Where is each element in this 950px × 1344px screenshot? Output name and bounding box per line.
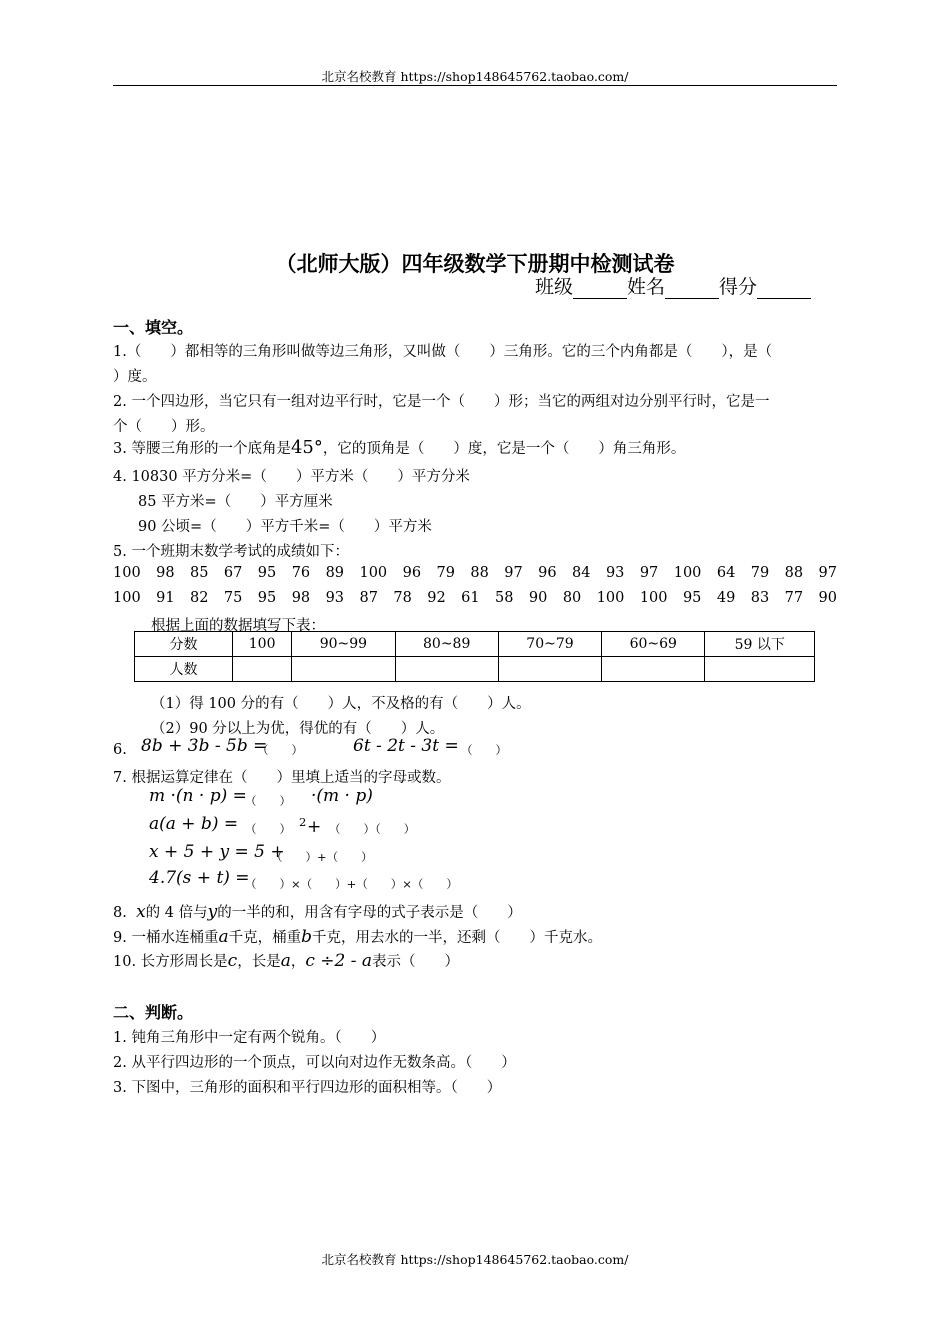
- q3-post: ，它的顶角是（ ）度，它是一个（ ）角三角形。: [322, 441, 686, 457]
- q7-line-3-lhs: x + 5 + y = 5 +: [149, 842, 285, 862]
- table-answer-cell[interactable]: [498, 657, 601, 682]
- table-header-cell: 100: [233, 632, 292, 657]
- score-label: 得分: [719, 276, 758, 298]
- score-value: 96: [402, 565, 422, 581]
- q7-line-1-rhs: ·(m · p): [311, 786, 373, 806]
- score-value: 75: [223, 590, 243, 606]
- table-answer-cell[interactable]: [705, 657, 815, 682]
- class-blank[interactable]: [573, 280, 627, 299]
- q7-line-2-lhs: a(a + b) =: [149, 814, 239, 834]
- score-value: 95: [257, 590, 277, 606]
- score-value: 88: [470, 565, 489, 581]
- table-header-cell: 70~79: [498, 632, 601, 657]
- q7-line-4-lhs: 4.7(s + t) =: [149, 868, 250, 888]
- q1-line-1: 1.（ ）都相等的三角形叫做等边三角形，又叫做（ ）三角形。它的三个内角都是（ ），是（: [113, 344, 773, 360]
- score-value: 93: [605, 565, 625, 581]
- q1-line-2: ）度。: [113, 369, 157, 385]
- score-value: 79: [750, 565, 770, 581]
- table-header-cell: 59 以下: [705, 632, 815, 657]
- score-value: 79: [436, 565, 455, 581]
- section-2-heading: 二、判断。: [113, 1003, 194, 1022]
- score-value: 80: [562, 590, 582, 606]
- q5-fill-instruction: 根据上面的数据填写下表：: [151, 618, 325, 634]
- table-answer-cell[interactable]: [395, 657, 498, 682]
- q2-line-2: 个（ ）形。: [113, 419, 215, 435]
- q10-expr: c ÷2 - a: [305, 951, 373, 971]
- q4-line-2: 85 平方米=（ ）平方厘米: [138, 494, 333, 510]
- score-value: 92: [427, 590, 446, 606]
- q8-number: 8.: [113, 905, 127, 921]
- table-answer-cell[interactable]: [233, 657, 292, 682]
- score-value: 97: [818, 565, 837, 581]
- q8: [113, 901, 522, 922]
- table-row-label: 人数: [135, 657, 233, 682]
- q3-angle: 45°: [290, 437, 323, 458]
- score-value: 87: [359, 590, 378, 606]
- q9-b: b: [301, 927, 312, 947]
- q10-c: c: [227, 951, 238, 971]
- q7-line-4-rest: （ ）×（ ）+（ ）×（ ）: [245, 877, 458, 891]
- score-value: 100: [359, 565, 388, 581]
- q7-line-3-rest: （ ）+（ ）: [271, 850, 373, 864]
- score-value: 95: [682, 590, 702, 606]
- q9-pre: 9. 一桶水连桶重: [113, 930, 219, 946]
- q9-post: 千克，用去水的一半，还剩（ ）千克水。: [311, 930, 602, 946]
- q6-expr-2: 6t - 2t - 3t =: [353, 736, 459, 756]
- table-row: [135, 657, 815, 682]
- judge-1: 1. 钝角三角形中一定有两个锐角。（ ）: [113, 1030, 386, 1046]
- q4-line-3: 90 公顷=（ ）平方千米=（ ）平方米: [138, 519, 432, 535]
- q2-line-1: 2. 一个四边形，当它只有一组对边平行时，它是一个（ ）形；当它的两组对边分别平行时，它是一: [113, 394, 770, 410]
- score-value: 97: [639, 565, 659, 581]
- q3: [113, 437, 685, 458]
- score-value: 90: [818, 590, 837, 606]
- score-value: 90: [528, 590, 548, 606]
- judge-3: 3. 下图中，三角形的面积和平行四边形的面积相等。（ ）: [113, 1080, 502, 1096]
- score-value: 61: [461, 590, 480, 606]
- q8-post: 的一半的和，用含有字母的式子表示是（ ）: [217, 905, 522, 921]
- name-blank[interactable]: [665, 280, 719, 299]
- score-blank[interactable]: [757, 280, 811, 299]
- student-info: [535, 272, 811, 299]
- q7-line-2-plus: +: [307, 817, 322, 837]
- judge-2: 2. 从平行四边形的一个顶点，可以向对边作无数条高。（ ）: [113, 1055, 516, 1071]
- q5-sub-1: （1）得 100 分的有（ ）人，不及格的有（ ）人。: [151, 696, 531, 712]
- page-header: 北京名校教育 https://shop148645762.taobao.com/: [321, 69, 629, 84]
- q10-a: a: [280, 951, 291, 971]
- score-value: 98: [291, 590, 311, 606]
- q7: 7. 根据运算定律在（ ）里填上适当的字母或数。: [113, 770, 451, 786]
- q5-sub-2: （2）90 分以上为优，得优的有（ ）人。: [151, 721, 445, 737]
- q5: 5. 一个班期末数学考试的成绩如下：: [113, 544, 349, 560]
- score-value: 78: [393, 590, 412, 606]
- q10-mid: ，长是: [237, 954, 281, 970]
- section-1-heading: 一、填空。: [113, 318, 194, 337]
- q9-mid: 千克，桶重: [228, 930, 302, 946]
- q10-post: 表示（ ）: [372, 954, 460, 970]
- score-value: 100: [639, 590, 668, 606]
- table-answer-cell[interactable]: [292, 657, 395, 682]
- q8-x: x: [136, 902, 146, 922]
- q9: [113, 926, 602, 947]
- q7-line-2-superscript: 2: [299, 815, 307, 829]
- q7-line-2-blank-2: （ ）（ ）: [329, 822, 416, 836]
- q10-comma: ，: [290, 954, 306, 970]
- score-value: 96: [538, 565, 557, 581]
- q9-a: a: [218, 927, 229, 947]
- score-value: 82: [190, 590, 209, 606]
- page-title: （北师大版）四年级数学下册期中检测试卷: [275, 252, 675, 276]
- q10-pre: 10. 长方形周长是: [113, 954, 228, 970]
- q4-line-1: 4. 10830 平方分米=（ ）平方米（ ）平方分米: [113, 469, 470, 485]
- name-label: 姓名: [627, 276, 666, 298]
- score-value: 89: [325, 565, 345, 581]
- q6-blank-1: （ ）: [257, 743, 303, 757]
- q6-blank-2: （ ）: [461, 743, 507, 757]
- table-header-cell: 分数: [135, 632, 233, 657]
- score-value: 100: [113, 565, 141, 581]
- q7-line-2-blank-1: （ ）: [245, 822, 291, 836]
- score-value: 100: [113, 590, 141, 606]
- score-value: 77: [784, 590, 804, 606]
- table-header-row: [135, 632, 815, 657]
- page-footer: 北京名校教育 https://shop148645762.taobao.com/: [321, 1252, 629, 1267]
- scores-row-2: [113, 590, 837, 606]
- q3-pre: 3. 等腰三角形的一个底角是: [113, 441, 291, 457]
- q10: [113, 950, 459, 971]
- scores-row-1: [113, 565, 837, 581]
- q6-number: 6.: [113, 742, 127, 758]
- q7-line-1-lhs: m ·(n · p) =: [149, 786, 247, 806]
- q8-y: y: [207, 902, 218, 922]
- header-rule: [113, 85, 837, 86]
- score-value: 95: [257, 565, 277, 581]
- table-header-cell: 60~69: [602, 632, 705, 657]
- score-value: 100: [673, 565, 702, 581]
- score-value: 97: [504, 565, 523, 581]
- score-value: 85: [190, 565, 209, 581]
- score-table: [134, 631, 815, 682]
- score-value: 88: [784, 565, 804, 581]
- score-value: 76: [291, 565, 311, 581]
- score-value: 84: [572, 565, 591, 581]
- table-header-cell: 90~99: [292, 632, 395, 657]
- score-value: 49: [716, 590, 736, 606]
- score-value: 98: [156, 565, 175, 581]
- q7-line-1-blank: （ ）: [245, 794, 291, 808]
- score-value: 91: [156, 590, 175, 606]
- score-value: 83: [750, 590, 770, 606]
- score-value: 100: [596, 590, 625, 606]
- score-value: 67: [223, 565, 243, 581]
- score-value: 58: [495, 590, 514, 606]
- class-label: 班级: [535, 276, 574, 298]
- q6-expr-1: 8b + 3b - 5b =: [141, 736, 268, 756]
- q8-mid: 的 4 倍与: [145, 905, 208, 921]
- table-answer-cell[interactable]: [602, 657, 705, 682]
- score-value: 93: [325, 590, 345, 606]
- score-value: 64: [716, 565, 736, 581]
- table-header-cell: 80~89: [395, 632, 498, 657]
